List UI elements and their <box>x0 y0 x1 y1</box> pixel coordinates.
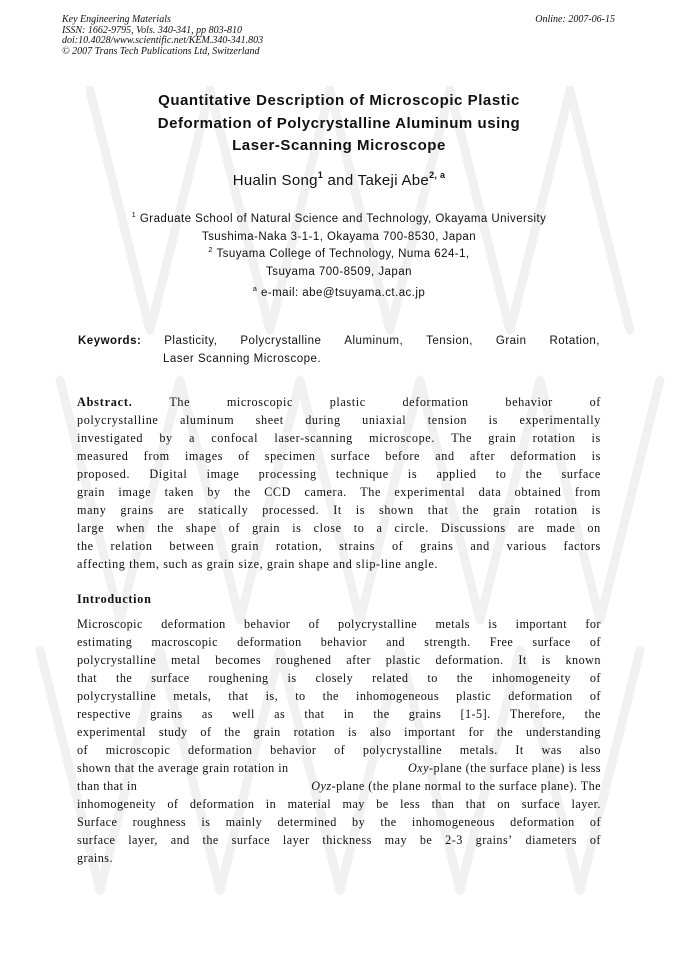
word: the <box>380 815 397 829</box>
author-name: Hualin Song <box>232 172 318 189</box>
word: sheet <box>255 413 284 427</box>
word: determined <box>277 815 337 829</box>
keywords-line <box>78 332 600 350</box>
word: of <box>589 815 601 829</box>
word: The <box>360 485 381 499</box>
word: measured <box>77 449 129 463</box>
word: be <box>376 797 389 811</box>
abstract-label: Abstract. <box>77 395 133 409</box>
word: by <box>207 485 221 499</box>
intro-text <box>408 759 601 777</box>
word: grain <box>77 485 106 499</box>
journal-name: Key Engineering Materials <box>62 14 171 25</box>
abstract-line <box>77 465 601 483</box>
keyword: Rotation, <box>549 335 600 347</box>
abstract-text: affecting them, such as grain size, grain shape and slip-line angle. <box>77 557 439 571</box>
word: layer. <box>571 797 601 811</box>
word: and <box>435 449 455 463</box>
abstract-line <box>77 519 601 537</box>
word: of <box>589 395 601 409</box>
word: data <box>478 485 502 499</box>
word: polycrystalline <box>77 689 157 703</box>
word: grain <box>492 503 521 517</box>
word: and <box>170 833 190 847</box>
word: strength. <box>424 635 471 649</box>
word: tension <box>427 413 468 427</box>
word: is <box>488 617 498 631</box>
intro-line <box>77 795 601 813</box>
word: is <box>591 449 601 463</box>
word: microscopic <box>105 743 171 757</box>
email-superscript: a <box>252 284 258 293</box>
word: thickness <box>322 833 372 847</box>
word: experimentally <box>519 413 601 427</box>
word: may <box>384 833 408 847</box>
word: microscope. <box>369 431 435 445</box>
word: confocal <box>211 431 259 445</box>
word: technique <box>335 467 389 481</box>
word: the <box>496 725 514 739</box>
word: that <box>427 503 449 517</box>
word: between <box>169 539 215 553</box>
word: the <box>373 707 390 721</box>
affiliation-text: Tsuyama College of Technology, Numa 624-1, <box>216 248 470 260</box>
intro-line <box>77 813 601 831</box>
journal-header <box>62 15 263 57</box>
word: by <box>352 815 366 829</box>
word: Therefore, <box>509 707 566 721</box>
word: statically <box>198 503 249 517</box>
keyword: Polycrystalline <box>240 335 322 347</box>
word: the <box>224 725 241 739</box>
email-text: e-mail: abe@tsuyama.ct.ac.jp <box>261 287 426 299</box>
word: that <box>304 707 325 721</box>
intro-line <box>77 669 601 687</box>
journal-issn: ISSN: 1662-9795, Vols. 340-341, pp 803-810 <box>62 24 242 36</box>
word: is <box>292 521 302 535</box>
word: laser-scanning <box>274 431 353 445</box>
word: less <box>400 797 421 811</box>
word: circle. <box>394 521 429 535</box>
word: polycrystalline <box>77 413 159 427</box>
title-line: Deformation of Polycrystalline Aluminum using <box>157 114 521 132</box>
word: rotation <box>534 503 578 517</box>
word: surface <box>561 467 601 481</box>
word: deformation <box>508 689 573 703</box>
affiliation-line <box>80 246 598 264</box>
word: respective <box>77 707 131 721</box>
word: as <box>274 707 286 721</box>
keywords-label: Keywords: <box>78 335 142 347</box>
word: rotation <box>293 725 336 739</box>
word: CCD <box>264 485 292 499</box>
word: layer, <box>128 833 158 847</box>
intro-line <box>77 759 601 777</box>
word: study <box>158 725 188 739</box>
word: behavior <box>244 617 291 631</box>
affiliation-superscript: 2 <box>208 245 214 254</box>
word: from <box>574 485 601 499</box>
word: when <box>116 521 146 535</box>
abstract-line <box>77 393 601 411</box>
intro-text: shown that the average grain rotation in <box>77 761 289 775</box>
word: to <box>427 671 438 685</box>
word: deformation <box>189 797 255 811</box>
plane-symbol: Oxy <box>408 761 430 775</box>
word: microscopic <box>226 395 293 409</box>
word: was <box>541 743 562 757</box>
word: before <box>385 449 421 463</box>
word: deformation <box>510 449 577 463</box>
word: grains’ <box>475 833 513 847</box>
intro-text: -plane (the plane normal to the surface plane). The <box>331 779 601 793</box>
keyword: Plasticity, <box>164 335 218 347</box>
word: shown <box>379 503 414 517</box>
word: surface <box>521 797 561 811</box>
word: 2-3 <box>445 833 463 847</box>
intro-line <box>77 705 601 723</box>
word: factors <box>563 539 601 553</box>
word: is <box>541 653 551 667</box>
word: plastic <box>329 395 366 409</box>
author-list <box>80 172 598 189</box>
title-line: Quantitative Description of Microscopic Plastic <box>158 92 520 109</box>
word: of <box>167 797 179 811</box>
paper-title <box>80 90 598 158</box>
word: is <box>355 503 366 517</box>
abstract-line <box>77 483 601 501</box>
word: metals <box>435 617 470 631</box>
word: behavior <box>320 635 368 649</box>
word: understanding <box>525 725 601 739</box>
word: deformation <box>237 635 302 649</box>
word: may <box>342 797 365 811</box>
word: taken <box>164 485 194 499</box>
intro-line <box>77 849 601 867</box>
word: of <box>589 635 601 649</box>
word: the <box>202 833 219 847</box>
intro-text: -plane (the surface plane) is less <box>429 761 601 775</box>
word: of <box>308 617 320 631</box>
word: surface <box>231 833 271 847</box>
word: grains <box>408 707 442 721</box>
word: inhomogeneity <box>491 671 571 685</box>
word: deformation <box>402 395 469 409</box>
word: also <box>579 743 601 757</box>
word: deformation <box>510 815 575 829</box>
word: It <box>518 653 527 667</box>
word: of <box>334 743 346 757</box>
keywords-line: Laser Scanning Microscope. <box>163 353 322 365</box>
word: well <box>232 707 255 721</box>
word: Microscopic <box>77 617 143 631</box>
word: is <box>591 503 601 517</box>
word: is <box>347 725 357 739</box>
word: that <box>228 689 249 703</box>
online-date: Online: 2007-06-15 <box>535 14 615 25</box>
word: the <box>525 467 543 481</box>
intro-line <box>77 741 601 759</box>
word: various <box>506 539 547 553</box>
author-conjunction: and <box>327 172 354 189</box>
title-line: Laser-Scanning Microscope <box>232 137 446 154</box>
affiliation-text: Graduate School of Natural Science and Technology, Okayama University <box>139 213 547 225</box>
word: a <box>376 521 383 535</box>
abstract-line <box>77 429 601 447</box>
introduction-section <box>77 615 601 867</box>
word: made <box>546 521 576 535</box>
word: that <box>465 797 486 811</box>
word: plastic <box>385 653 421 667</box>
word: is <box>488 413 498 427</box>
word: grains <box>120 503 154 517</box>
word: related <box>372 671 409 685</box>
word: applied <box>436 467 477 481</box>
word: It <box>333 503 342 517</box>
word: deformation <box>161 617 226 631</box>
word: rotation, <box>275 539 323 553</box>
word: be <box>419 833 433 847</box>
word: grains <box>150 707 183 721</box>
journal-doi: doi:10.4028/www.scientific.net/KEM.340-341.803 <box>62 35 264 47</box>
intro-line <box>77 651 601 669</box>
word: estimating <box>77 635 133 649</box>
word: after <box>469 449 496 463</box>
word: the <box>157 521 174 535</box>
word: from <box>143 449 170 463</box>
word: grain <box>252 521 281 535</box>
intro-line <box>77 723 601 741</box>
author-name: Takeji Abe <box>357 172 430 189</box>
word: closely <box>315 671 354 685</box>
keyword: Tension, <box>426 335 473 347</box>
word: polycrystalline <box>77 653 157 667</box>
word: are <box>167 503 185 517</box>
word: is <box>201 815 211 829</box>
word: and <box>470 539 490 553</box>
word: large <box>77 521 105 535</box>
word: diameters <box>525 833 577 847</box>
word: Discussions <box>440 521 506 535</box>
affiliation-line: Tsuyama 700-8509, Japan <box>266 265 412 278</box>
word: processed. <box>262 503 320 517</box>
word: aluminum <box>179 413 235 427</box>
abstract-line <box>77 501 601 519</box>
word: important <box>515 617 568 631</box>
word: roughened <box>275 653 332 667</box>
word: specimen <box>264 449 316 463</box>
intro-text: than that in <box>77 779 138 793</box>
affiliations <box>80 211 598 281</box>
word: image <box>118 485 152 499</box>
journal-copyright: © 2007 Trans Tech Publications Ltd, Switzerland <box>62 45 260 57</box>
word: behavior <box>505 395 553 409</box>
word: of <box>200 725 212 739</box>
word: experimental <box>77 725 147 739</box>
keyword: Grain <box>495 335 527 347</box>
word: [1-5]. <box>460 707 491 721</box>
affiliation-line: Tsushima-Naka 3-1-1, Okayama 700-8530, Japan <box>201 230 477 243</box>
intro-line <box>77 687 601 705</box>
abstract-line <box>77 411 601 429</box>
affiliation-line <box>80 211 598 229</box>
word: is <box>287 671 297 685</box>
word: to <box>495 467 507 481</box>
word: shape <box>185 521 217 535</box>
section-heading: Introduction <box>77 592 152 606</box>
word: in <box>265 797 277 811</box>
word: Surface <box>77 815 118 829</box>
keywords-section <box>78 332 600 368</box>
word: surface <box>532 635 571 649</box>
word: deformation. <box>435 653 504 667</box>
word: on <box>497 797 511 811</box>
word: surface <box>151 671 190 685</box>
word: processing <box>258 467 317 481</box>
word: for <box>468 725 485 739</box>
abstract-section <box>77 393 601 573</box>
word: The <box>169 395 191 409</box>
word: surface <box>77 833 116 847</box>
word: becomes <box>215 653 262 667</box>
word: behavior <box>270 743 317 757</box>
word: inhomogeneous <box>411 815 495 829</box>
word: metals. <box>459 743 498 757</box>
word: the <box>77 539 94 553</box>
word: and <box>386 635 406 649</box>
word: of <box>391 539 404 553</box>
word: deformation <box>187 743 253 757</box>
word: strains <box>339 539 376 553</box>
word: the <box>462 503 480 517</box>
word: The <box>451 431 472 445</box>
word: material <box>287 797 332 811</box>
word: image <box>206 467 240 481</box>
word: metals, <box>173 689 212 703</box>
abstract-line <box>77 537 601 555</box>
intro-text <box>311 777 601 795</box>
word: rotation <box>532 431 576 445</box>
word: many <box>77 503 107 517</box>
word: are <box>517 521 535 535</box>
word: of <box>228 521 241 535</box>
word: mainly <box>225 815 263 829</box>
word: experimental <box>394 485 466 499</box>
abstract-line <box>77 447 601 465</box>
word: images <box>184 449 224 463</box>
word: of <box>589 671 601 685</box>
word: the <box>116 671 133 685</box>
word: to <box>353 521 365 535</box>
word: It <box>515 743 524 757</box>
word: the <box>322 689 339 703</box>
word: on <box>587 521 601 535</box>
intro-text: grains. <box>77 851 113 865</box>
word: the <box>234 485 251 499</box>
word: grain <box>231 539 260 553</box>
word: proposed. <box>77 467 131 481</box>
word: roughening <box>208 671 269 685</box>
word: is <box>407 467 418 481</box>
word: Digital <box>149 467 188 481</box>
word: metal <box>171 653 201 667</box>
word: plastic <box>456 689 492 703</box>
word: camera. <box>304 485 347 499</box>
word: of <box>589 689 601 703</box>
intro-line <box>77 777 601 795</box>
word: also <box>369 725 392 739</box>
word: to <box>295 689 306 703</box>
word: polycrystalline <box>337 617 418 631</box>
word: than <box>431 797 455 811</box>
word: after <box>346 653 371 667</box>
word: obtained <box>514 485 562 499</box>
word: polycrystalline <box>362 743 443 757</box>
keyword: Aluminum, <box>344 335 404 347</box>
author-email <box>80 284 598 299</box>
word: grains <box>420 539 454 553</box>
word: close <box>313 521 342 535</box>
intro-line <box>77 615 601 633</box>
word: inhomogeneous <box>356 689 440 703</box>
word: of <box>77 743 89 757</box>
word: the <box>584 707 601 721</box>
word: layer <box>282 833 310 847</box>
word: as <box>201 707 213 721</box>
plane-symbol: Oyz <box>311 779 332 793</box>
word: roughness <box>132 815 187 829</box>
word: for <box>585 617 601 631</box>
word: the <box>456 671 473 685</box>
affiliation-superscript: 1 <box>131 210 137 219</box>
word: important <box>404 725 456 739</box>
word: during <box>305 413 341 427</box>
word: macroscopic <box>151 635 218 649</box>
word: inhomogeneity <box>77 797 156 811</box>
word: is <box>591 431 601 445</box>
word: in <box>343 707 355 721</box>
word: of <box>238 449 250 463</box>
word: that <box>77 671 98 685</box>
word: by <box>159 431 173 445</box>
word: Free <box>489 635 514 649</box>
word: uniaxial <box>362 413 407 427</box>
word: of <box>589 833 601 847</box>
word: is, <box>265 689 279 703</box>
word: investigated <box>77 431 144 445</box>
abstract-line <box>77 555 601 573</box>
author-superscript: 1 <box>317 170 324 180</box>
intro-line <box>77 831 601 849</box>
word: surface <box>330 449 371 463</box>
word: grain <box>253 725 281 739</box>
word: known <box>565 653 601 667</box>
word: a <box>189 431 196 445</box>
word: relation <box>110 539 153 553</box>
author-superscript: 2, a <box>429 170 446 180</box>
word: grain <box>488 431 517 445</box>
intro-line <box>77 633 601 651</box>
